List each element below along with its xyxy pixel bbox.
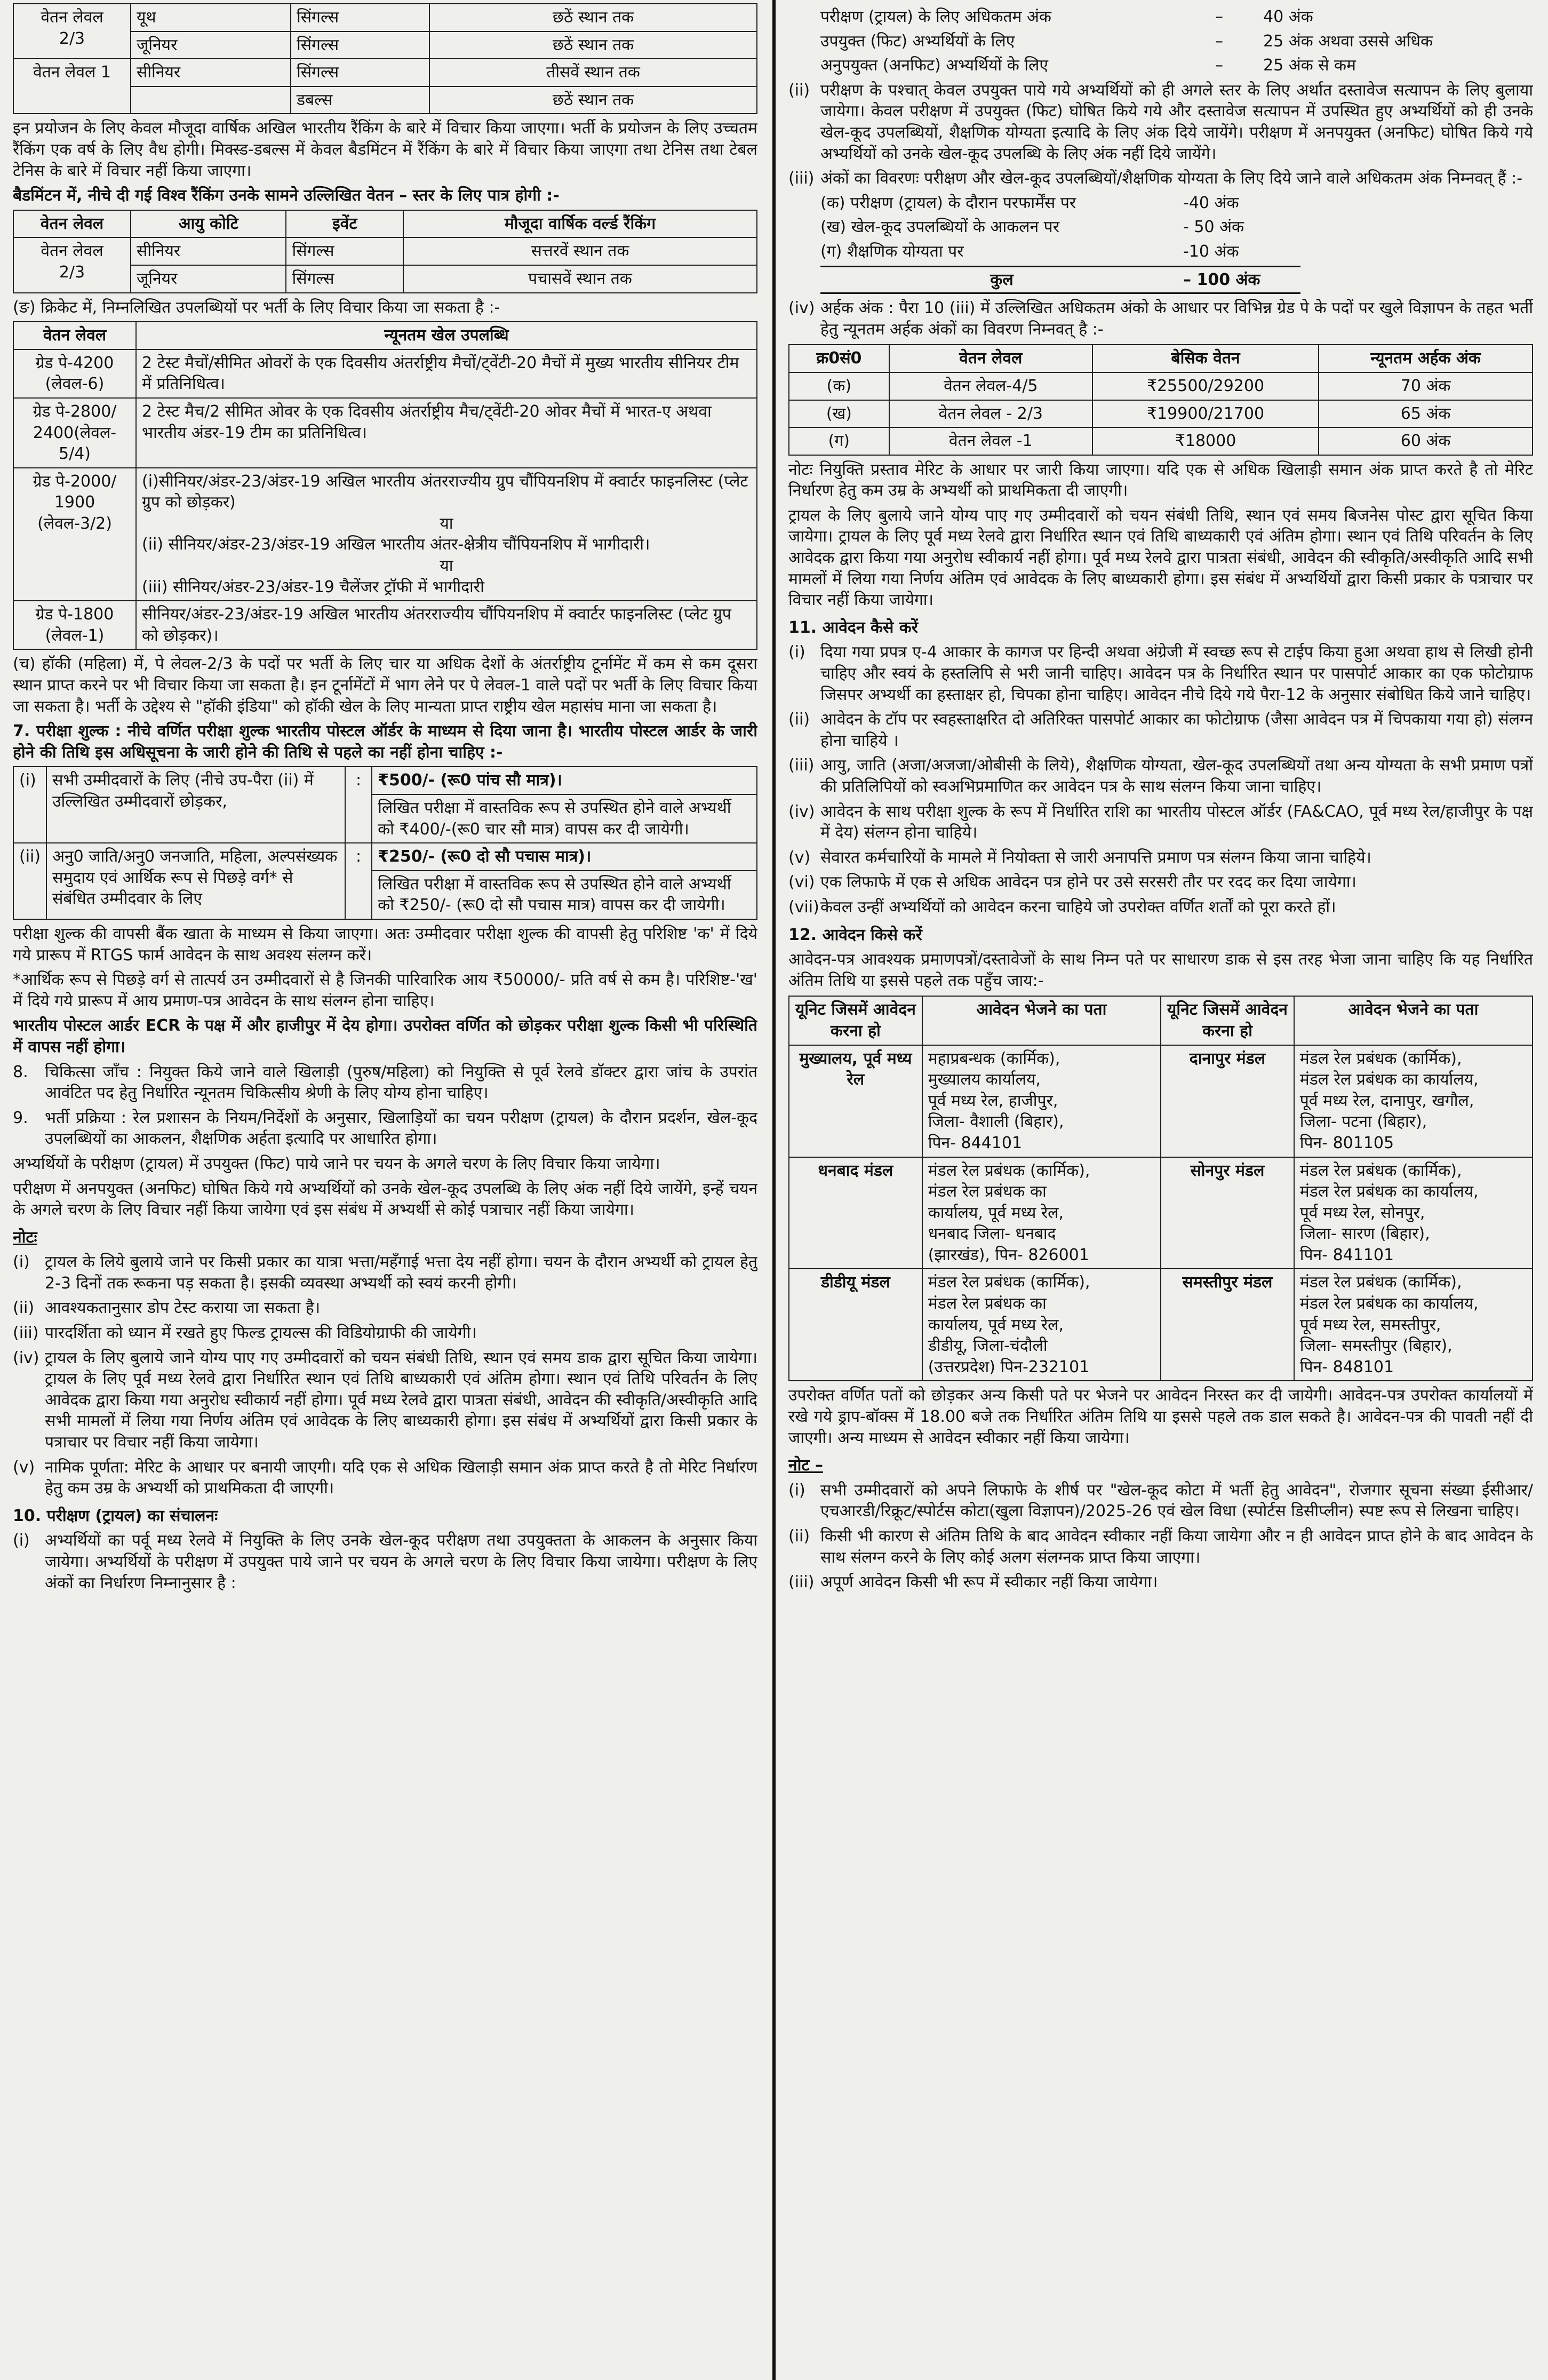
score-label: (क) परीक्षण (ट्रायल) के दौरान परफार्मेंस पर: [820, 193, 1076, 212]
pay-level-cell: वेतन लेवल 2/3: [13, 237, 131, 292]
achievement-line: या: [440, 514, 453, 533]
right-content: [788, 3, 1533, 1593]
achievement-line: 2 टेस्ट मैच/2 सीमित ओवर के एक दिवसीय अंतर्राष्ट्रीय मैच/ट्वेंटी-20 ओवर मैचों में भारत-ए अथवा भारतीय अंडर-19 टीम का प्रतिनिधित्व।: [142, 402, 712, 442]
table-cell: सीनियर: [131, 59, 291, 86]
unit-cell: डीडीयू मंडल: [789, 1269, 922, 1381]
note-item: [13, 1252, 757, 1294]
where-heading: 12. आवेदन किसे करें: [788, 925, 922, 944]
fee-refund-text: परीक्षा शुल्क की वापसी बैंक खाता के माध्यम से किया जाएगा। अतः उम्मीदवार परीक्षा शुल्क की वापसी हेतु परिशिष्ट 'क' में दिये गये प्रारूप में RTGS फार्म आवेदन के साथ अवश्य संलग्न करें।: [13, 924, 757, 965]
achievement-line: या: [440, 556, 453, 576]
final-note-item: [788, 1572, 1533, 1593]
trial-item-number: (iii): [788, 169, 815, 188]
score-row: [820, 241, 1533, 262]
table-header: आवेदन भेजने का पता: [1294, 996, 1533, 1045]
table-header: आयु कोटि: [131, 210, 286, 238]
score-value: - 50 अंक: [1183, 218, 1244, 237]
apply-item-number: (vii): [788, 897, 819, 917]
apply-item-text: आयु, जाति (अजा/अजजा/ओबीसी के लिये), शैक्षणिक योग्यता, खेल-कूद उपलब्धियों तथा अन्य योग्यता के सभी प्रमाण पत्रों की प्रतिलिपियों को स्वअभिप्रमाणित कर आवेदन पत्र के साथ संलग्न किया जाना चाहिए।: [820, 756, 1533, 796]
hockey-text: (च) हॉकी (महिला) में, पे लेवल-2/3 के पदों पर भर्ती के लिए चार या अधिक देशों के अंतर्राष्ट्रीय टूर्नामेंट में कम से कम दूसरा स्थान प्राप्त करने पर भी विचार किया जा सकता है। इन टूर्नामेंटों में भाग लेने पर पे लेवल-1 वाले पदों पर भर्ती के लिए विचार किया जा सकता है। भर्ती के उद्देश्य से "हॉकी इंडिया" को हॉकी खेल के लिए मान्यता प्राप्त राष्ट्रीय खेल महासंघ माना जा सकता है।: [13, 655, 757, 716]
score-label: (ख) खेल-कूद उपलब्धियों के आकलन पर: [820, 218, 1059, 237]
table-cell: डबल्स: [291, 86, 429, 114]
achievement-cell: [136, 398, 757, 468]
pay-level-cell: वेतन लेवल 2/3: [13, 4, 131, 59]
trial-item-text: अंकों का विवरणः परीक्षण और खेल-कूद उपलब्धियों/शैक्षणिक योग्यता के लिए दिये जाने वाले अधिकतम अंक निम्नवत् हैं :-: [820, 169, 1523, 188]
table-cell: 60 अंक: [1319, 427, 1533, 455]
apply-item: [788, 801, 1533, 843]
table-header: इवेंट: [286, 210, 403, 238]
table-cell: सिंगल्स: [286, 237, 403, 265]
apply-item: [788, 897, 1533, 918]
apply-item-number: (vi): [788, 873, 815, 892]
apply-item-text: आवेदन के साथ परीक्षा शुल्क के रूप में निर्धारित राशि का भारतीय पोस्टल ऑर्डर (FA&CAO, पूर्व मध्य रेल/हाजीपुर के पक्ष में देय) संलग्न होना चाहिये।: [820, 802, 1533, 842]
medical-exam: [13, 1062, 757, 1104]
table-row: [13, 398, 757, 468]
fee-heading: 7. परीक्षा शुल्क : नीचे वर्णित परीक्षा शुल्क भारतीय पोस्टल ऑर्डर के माध्यम से दिया जाना है। भारतीय पोस्टल आर्डर के जारी होने की तिथि इस अधिसूचना के जारी होने की तिथि से पहले का नहीं होना चाहिए :-: [13, 722, 757, 762]
note-item: [13, 1323, 757, 1344]
note-item-number: (ii): [13, 1299, 35, 1318]
fee-colon: :: [345, 767, 372, 843]
note-item-text: पारदर्शिता को ध्यान में रखते हुए फिल्ड ट्रायल्स की विडियोग्राफी की जायेगी।: [45, 1324, 477, 1343]
achievement-line: सीनियर/अंडर-23/अंडर-19 अखिल भारतीय अंतरराज्यीय चौंपियनशिप में क्वार्टर फाइनलिस्ट (प्लेट ग्रुप को छोड़कर)।: [142, 605, 731, 645]
table-row: [13, 767, 757, 794]
table-header: वेतन लेवल: [13, 210, 131, 238]
apply-item: [788, 847, 1533, 869]
trial-item-number: (iv): [788, 299, 815, 318]
apply-item: [788, 709, 1533, 751]
table-row: [789, 400, 1533, 428]
apply-item-number: (iv): [788, 802, 815, 821]
table-cell: सिंगल्स: [291, 59, 429, 86]
recruitment-process: [13, 1108, 757, 1150]
where-intro: आवेदन-पत्र आवश्यक प्रमाणपत्रों/दस्तावेजों के साथ निम्न पते पर साधारण डाक से इस तरह भेजा जाना चाहिए कि यह निर्धारित अंतिम तिथि या इससे पहले तक पहुँच जाय:-: [788, 950, 1533, 990]
score-row: [820, 193, 1533, 214]
left-column: [13, 3, 757, 2376]
recruit-para-2: परीक्षण में अनपयुक्त (अनफिट) घोषित किये गये अभ्यर्थियों को उनके खेल-कूद उपलब्धि के लिए अंक नहीं दिये जायेंगे, इन्हें चयन के अगले चरण के लिए विचार नहीं किया जायेगा एवं इस संबंध में अभ्यर्थी से कोई पत्राचार नहीं किया जायेगा।: [13, 1179, 757, 1220]
medical-exam-number: 8.: [13, 1062, 28, 1081]
table-row: [789, 1269, 1533, 1381]
note-heading: नोटः: [13, 1228, 37, 1247]
table-cell: सिंगल्स: [286, 265, 403, 293]
table-header: क्र0सं0: [789, 345, 889, 372]
final-note-heading: नोट –: [788, 1456, 823, 1475]
fee-number: (i): [13, 767, 46, 843]
table-cell: (ख): [789, 400, 889, 428]
table-row: [13, 601, 757, 649]
score-breakdown: [788, 193, 1533, 294]
table-header: यूनिट जिसमें आवेदन करना हो: [1161, 996, 1294, 1045]
right-column: [788, 3, 1533, 2376]
table-cell: ₹19900/21700: [1092, 400, 1319, 428]
pay-level-cell: वेतन लेवल 1: [13, 59, 131, 114]
fee-refund: लिखित परीक्षा में वास्तविक रूप से उपस्थित होने वाले अभ्यर्थी को ₹250/- (रू0 दो सौ पचास मात्र) वापस कर दी जायेगी।: [372, 871, 757, 919]
score-total-value: – 100 अंक: [1183, 270, 1260, 289]
pay-level-cell: ग्रेड पे-4200 (लेवल-6): [13, 349, 136, 398]
trial-mark-value: 25 अंक से कम: [1263, 56, 1357, 75]
fee-who: सभी उम्मीदवारों के लिए (नीचे उप-पैरा (ii) में उल्लिखित उम्मीदवारों छोड़कर,: [46, 767, 345, 843]
note-item: [13, 1348, 757, 1453]
table-row: [13, 59, 757, 86]
recruit-para-1: अभ्यर्थियों के परीक्षण (ट्रायल) में उपयुक्त (फिट) पाये जाने पर चयन के अगले चरण के लिए विचार किया जायेगा।: [13, 1154, 660, 1173]
apply-item: [788, 872, 1533, 893]
note-item-text: ट्रायल के लिए बुलाये जाने योग्य पाए गए उम्मीदवारों को चयन संबंधी तिथि, स्थान एवं समय डाक द्वारा सूचित किया जायेगा। ट्रायल के लिए पूर्व मध्य रेलवे द्वारा निर्धारित स्थान एवं तिथि बाध्यकारी एवं अंतिम होगा। स्थान एवं तिथि परिवर्तन के लिए आवेदक द्वारा किया गया अनुरोध स्वीकार्य नहीं होगा। पूर्व मध्य रेलवे द्वारा पात्रता संबंधी, आवेदन की स्वीकृति/अस्वीकृति आदि सभी मामलों में लिया गया निर्णय अंतिम एवं आवेदक के लिए बाध्यकारी होगा। इस संबंध में अभ्यर्थियों द्वारा किसी प्रकार के पत्राचार पर विचार नहीं किया जायेगा।: [45, 1348, 757, 1452]
note-item: [13, 1457, 757, 1499]
apply-item-text: दिया गया प्रपत्र ए-4 आकार के कागज पर हिन्दी अथवा अंग्रेजी में स्वच्छ रूप से टाईप किया हुआ अथवा हाथ से लिखी होनी चाहिए और स्वयं के हस्तलिपि से भरी जानी चाहिए। आवेदन पत्र के निर्धारित स्थान पर पासपोर्ट आकार का एक फोटोग्राफ जिसपर अभ्यर्थी का हस्ताक्षर हो, चिपका होना चाहिए। आवेदन नीचे दिये गये पैरा-12 के अनुसार संबोधित किये जाने चाहिए।: [820, 643, 1533, 704]
note-item-number: (iv): [13, 1348, 39, 1367]
apply-item: [788, 642, 1533, 705]
table-header: यूनिट जिसमें आवेदन करना हो: [789, 996, 922, 1045]
table-header-row: [789, 996, 1533, 1045]
pay-level-cell: ग्रेड पे-2800/ 2400(लेवल- 5/4): [13, 398, 136, 468]
trial-mark-dash: –: [1215, 31, 1223, 51]
merit-note: नोटः नियुक्ति प्रस्ताव मेरिट के आधार पर जारी किया जाएगा। यदि एक से अधिक खिलाड़ी समान अंक प्राप्त करते है तो मेरिट निर्धारण हेतु कम उम्र के अभ्यर्थी को प्राथमिकता दी जाएगी।: [788, 460, 1533, 500]
table-row: [13, 237, 757, 265]
ranking-note: इन प्रयोजन के लिए केवल मौजूदा वार्षिक अखिल भारतीय रैंकिंग के बारे में विचार किया जाएगा। भर्ती के प्रयोजन के लिए उच्चतम रैंकिंग एक वर्ष के लिए वैध होगी। मिक्स्ड-डबल्स में केवल बैडमिंटन में रैंकिंग के बारे में विचार किया जाएगा तथा टेनिस तथा टेबल टेनिस के बारे में विचार नहीं किया जाएगा।: [13, 119, 757, 180]
world-ranking-table: [13, 210, 757, 293]
note-item-number: (i): [13, 1253, 30, 1272]
achievement-cell: [136, 601, 757, 649]
address-cell: मंडल रेल प्रबंधक (कार्मिक), मंडल रेल प्रबंधक का कार्यालय, पूर्व मध्य रेल, डीडीयू, जिला-चंदौली (उत्तरप्रदेश) पिन-232101: [922, 1269, 1161, 1381]
table-header-row: [13, 210, 757, 238]
table-cell: सत्तरवें स्थान तक: [403, 237, 757, 265]
score-label: (ग) शैक्षणिक योग्यता पर: [820, 242, 964, 261]
pay-level-cell: ग्रेड पे-1800 (लेवल-1): [13, 601, 136, 649]
table-cell: जूनियर: [131, 31, 291, 59]
trial-item: [788, 80, 1533, 164]
table-header-row: [13, 322, 757, 349]
table-cell: सिंगल्स: [291, 31, 429, 59]
table-cell: वेतन लेवल-4/5: [889, 372, 1092, 400]
table-cell: [131, 86, 291, 114]
fee-amount: ₹500/- (रू0 पांच सौ मात्र)।: [372, 767, 757, 794]
trial-item-text: अर्हक अंक : पैरा 10 (iii) में उल्लिखित अधिकतम अंको के आधार पर विभिन्न ग्रेड पे के पदों पर खुले विज्ञापन के तहत भर्ती हेतु न्यूनतम अर्हक अंकों का विवरण निम्नवत् है :-: [820, 299, 1533, 339]
note-item-text: आवश्यकतानुसार डोप टेस्ट कराया जा सकता है।: [45, 1299, 321, 1318]
apply-item-number: (i): [788, 643, 805, 662]
fee-table: [13, 766, 757, 920]
fee-colon: :: [345, 843, 372, 919]
final-note-item-text: सभी उम्मीदवारों को अपने लिफाफे के शीर्ष पर "खेल-कूद कोटा में भर्ती हेतु आवेदन", रोजगार सूचना संख्या ईसीआर/एचआरडी/रिक्रूट/स्पोर्टस कोटा(खुला विज्ञापन)/2025-26 एवं खेल विधा (स्पोर्टस डिसीप्लीन) स्पष्ट रूप से लिखना चाहिए।: [820, 1480, 1533, 1521]
unit-cell: धनबाद मंडल: [789, 1157, 922, 1269]
trial-call-note: ट्रायल के लिए बुलाये जाने योग्य पाए गए उम्मीदवारों को चयन संबंधी तिथि, स्थान एवं समय बिजनेस पोस्ट द्वारा सूचित किया जायेगा। ट्रायल के लिए पूर्व मध्य रेलवे द्वारा निर्धारित स्थान एवं तिथि बाध्यकारी एवं अंतिम होगा। स्थान एवं तिथि परिवर्तन के लिए आवेदक द्वारा किया गया अनुरोध स्वीकार्य नहीं होगा। पूर्व मध्य रेलवे द्वारा पात्रता संबंधी, आवेदन की स्वीकृति/अस्वीकृति आदि सभी मामलों में लिया गया निर्णय अंतिम एवं आवेदक के लिए बाध्यकारी होगा। इस संबंध में अभ्यर्थियों द्वारा किसी प्रकार के पत्राचार पर विचार नहीं किया जायेगा।: [788, 506, 1533, 610]
apply-item-number: (v): [788, 848, 811, 867]
apply-item: [788, 755, 1533, 797]
table-row: [13, 4, 757, 31]
fee-who: अनु0 जाति/अनु0 जनजाति, महिला, अल्पसंख्यक समुदाय एवं आर्थिक रूप से पिछड़े वर्ग* से संबंधित उम्मीदवार के लिए: [46, 843, 345, 919]
unit-cell: मुख्यालय, पूर्व मध्य रेल: [789, 1045, 922, 1157]
trial-heading: 10. परीक्षण (ट्रायल) का संचालनः: [13, 1506, 218, 1525]
trial-mark-row: [788, 55, 1533, 76]
trial-mark-label: उपयुक्त (फिट) अभ्यर्थियों के लिए: [820, 31, 1015, 51]
table-cell: छठें स्थान तक: [429, 31, 757, 59]
score-value: -10 अंक: [1183, 242, 1239, 261]
table-header: वेतन लेवल: [13, 322, 136, 349]
final-note-item-number: (i): [788, 1480, 805, 1500]
trial-item: [788, 168, 1533, 189]
table-header: आवेदन भेजने का पता: [922, 996, 1161, 1045]
recruitment-process-number: 9.: [13, 1108, 28, 1127]
address-cell: मंडल रेल प्रबंधक (कार्मिक), मंडल रेल प्रबंधक का कार्यालय, पूर्व मध्य रेल, सोनपुर, जिला- सारण (बिहार), पिन- 841101: [1294, 1157, 1533, 1269]
address-cell: महाप्रबन्धक (कार्मिक), मुख्यालय कार्यालय, पूर्व मध्य रेल, हाजीपुर, जिला- वैशाली (बिहार), पिन- 844101: [922, 1045, 1161, 1157]
note-item-number: (iii): [13, 1324, 39, 1343]
table-cell: ₹18000: [1092, 427, 1319, 455]
table-header: मौजूदा वार्षिक वर्ल्ड रैंकिंग: [403, 210, 757, 238]
table-cell: यूथ: [131, 4, 291, 31]
table-cell: (ग): [789, 427, 889, 455]
note-item: [13, 1298, 757, 1319]
table-cell: पचासवें स्थान तक: [403, 265, 757, 293]
achievement-cell: [136, 349, 757, 398]
address-cell: मंडल रेल प्रबंधक (कार्मिक), मंडल रेल प्रबंधक का कार्यालय, पूर्व मध्य रेल, धनबाद जिला- धनबाद (झारखंड), पिन- 826001: [922, 1157, 1161, 1269]
ews-note: *आर्थिक रूप से पिछड़े वर्ग से तात्पर्य उन उम्मीदवारों से है जिनकी पारिवारिक आय ₹50000/- प्रति वर्ष से कम है। परिशिष्ट-'ख' में दिये गये प्रारूप में आय प्रमाण-पत्र आवेदन के साथ संलग्न होना चाहिए।: [13, 970, 757, 1010]
address-cell: मंडल रेल प्रबंधक (कार्मिक), मंडल रेल प्रबंधक का कार्यालय, पूर्व मध्य रेल, समस्तीपुर, जिला- समस्तीपुर (बिहार), पिन- 848101: [1294, 1269, 1533, 1381]
fee-amount: ₹250/- (रू0 दो सौ पचास मात्र)।: [372, 843, 757, 871]
trial-item: [13, 1530, 757, 1594]
trial-mark-row: [788, 31, 1533, 52]
table-cell: छठें स्थान तक: [429, 86, 757, 114]
table-cell: जूनियर: [131, 265, 286, 293]
final-note-item-text: किसी भी कारण से अंतिम तिथि के बाद आवेदन स्वीकार नहीं किया जायेगा और न ही आवेदन प्राप्त होने के बाद आवेदन के साथ संलग्न करने के लिए कोई अलग संलग्नक प्राप्त किया जाएगा।: [820, 1527, 1533, 1567]
final-note-item-number: (iii): [788, 1573, 815, 1592]
achievement-line: 2 टेस्ट मैचों/सीमित ओवरों के एक दिवसीय अंतर्राष्ट्रीय मैचों/ट्वेंटी-20 मैचों में मुख्य भारतीय सीनियर टीम में प्रतिनिधित्व।: [142, 353, 739, 394]
table-row: [13, 349, 757, 398]
apply-item-number: (iii): [788, 756, 815, 775]
table-row: [789, 427, 1533, 455]
table-cell: छठें स्थान तक: [429, 4, 757, 31]
table-header: न्यूनतम अर्हक अंक: [1319, 345, 1533, 372]
table-cell: सीनियर: [131, 237, 286, 265]
trial-item-text: अभ्यर्थियों का पर्वू मध्य रेलवे में नियुक्ति के लिए उनके खेल-कूद परीक्षण तथा उपयुक्तता के आकलन के अनुसार किया जायेगा। अभ्यर्थियों के परीक्षण में उपयुक्त पाये जाने पर चयन के अगले चरण के लिए विचार किया जायेगा। परीक्षण के लिए अंकों का निर्धारण निम्नानुसार है :: [45, 1531, 757, 1593]
ipo-note: भारतीय पोस्टल आर्डर ECR के पक्ष में और हाजीपुर में देय होगा। उपरोक्त वर्णित को छोड़कर परीक्षा शुल्क किसी भी परिस्थिति में वापस नहीं होगा।: [13, 1016, 757, 1056]
final-note-item: [788, 1480, 1533, 1522]
table-cell: वेतन लेवल -1: [889, 427, 1092, 455]
table-row: [789, 1045, 1533, 1157]
achievement-cell: [136, 468, 757, 601]
table-header: वेतन लेवल: [889, 345, 1092, 372]
trial-item-number: (ii): [788, 81, 810, 100]
left-content: [13, 3, 757, 1594]
fee-refund: लिखित परीक्षा में वास्तविक रूप से उपस्थित होने वाले अभ्यर्थी को ₹400/-(रू0 चार सौ मात्र) वापस कर दी जायेगी।: [372, 794, 757, 843]
unit-cell: सोनपुर मंडल: [1161, 1157, 1294, 1269]
final-note-item-number: (ii): [788, 1527, 810, 1546]
score-total-row: [820, 266, 1300, 294]
table-cell: वेतन लेवल - 2/3: [889, 400, 1092, 428]
address-note: उपरोक्त वर्णित पतों को छोड़कर अन्य किसी पते पर भेजने पर आवेदन निरस्त कर दी जायेगी। आवेदन-पत्र उपरोक्त कार्यालयों में रखे गये ड्राप-बॉक्स में 18.00 बजे तक निर्धारित अंतिम तिथि या इससे पहले तक डाल सकते है। आवेदन-पत्र की पावती नहीं दी जाएगी। अन्य माध्यम से आवेदन स्वीकार नहीं किया जायेगा।: [788, 1386, 1533, 1447]
table-row: [789, 372, 1533, 400]
table-row: [13, 468, 757, 601]
table-cell: (क): [789, 372, 889, 400]
trial-mark-label: अनुपयुक्त (अनफिट) अभ्यर्थियों के लिए: [820, 56, 1048, 75]
final-note-item: [788, 1526, 1533, 1568]
fee-number: (ii): [13, 843, 46, 919]
apply-item-text: केवल उन्हीं अभ्यर्थियों को आवेदन करना चाहिये जो उपरोक्त वर्णित शर्तों को पूरा करते हों।: [820, 897, 1336, 917]
trial-mark-value: 40 अंक: [1263, 7, 1313, 26]
address-cell: मंडल रेल प्रबंधक (कार्मिक), मंडल रेल प्रबंधक का कार्यालय, पूर्व मध्य रेल, दानापुर, खगौल, जिला- पटना (बिहार), पिन- 801105: [1294, 1045, 1533, 1157]
recruitment-process-text: भर्ती प्रक्रिया : रेल प्रशासन के नियम/निर्देशों के अनुसार, खिलाड़ियों का चयन परीक्षण (ट्रायल) के दौरान प्रदर्शन, खेल-कूद उपलब्धियों का आकलन, शैक्षणिक अर्हता इत्यादि पर आधारित होगा।: [45, 1108, 757, 1149]
cricket-table: [13, 321, 757, 650]
table-cell: 65 अंक: [1319, 400, 1533, 428]
apply-item-text: सेवारत कर्मचारियों के मामले में नियोक्ता से जारी अनापत्ति प्रमाण पत्र संलग्न किया जाना चाहिये।: [820, 848, 1371, 867]
address-table: [788, 996, 1533, 1381]
apply-heading: 11. आवेदन कैसे करें: [788, 618, 919, 637]
note-item-number: (v): [13, 1458, 35, 1477]
achievement-line: (i)सीनियर/अंडर-23/अंडर-19 अखिल भारतीय अंतरराज्यीय ग्रुप चौंपियनशिप में क्वार्टर फाइनलिस्ट (प्लेट ग्रुप को छोड़कर): [142, 472, 748, 512]
cricket-heading: (ङ) क्रिकेट में, निम्नलिखित उपलब्धियों पर भर्ती के लिए विचार किया जा सकता है :-: [13, 298, 500, 317]
badminton-pay-table: [13, 3, 757, 114]
apply-item-text: एक लिफाफे में एक से अधिक आवेदन पत्र होने पर उसे सरसरी तौर पर रदद कर दिया जायेगा।: [820, 873, 1357, 892]
table-cell: तीसवें स्थान तक: [429, 59, 757, 86]
trial-mark-value: 25 अंक अथवा उससे अधिक: [1263, 31, 1433, 51]
trial-item-number: (i): [13, 1531, 30, 1550]
table-row: [789, 1157, 1533, 1269]
achievement-line: (ii) सीनियर/अंडर-23/अंडर-19 अखिल भारतीय अंतर-क्षेत्रीय चौंपियनशिप में भागीदारी।: [142, 535, 650, 554]
table-header-row: [789, 345, 1533, 372]
trial-mark-dash: –: [1215, 56, 1223, 75]
trial-mark-label: परीक्षण (ट्रायल) के लिए अधिकतम अंक: [820, 7, 1051, 26]
trial-item-text: परीक्षण के पश्चात् केवल उपयुक्त पाये गये अभ्यर्थियों को ही अगले स्तर के लिए अर्थात दस्तावेज सत्यापन के लिए बुलाया जायेगा। केवल परीक्षण में उपयुक्त (फिट) घोषित किये गये और दस्तावेज सत्यापन में उपस्थित हुए अभ्यर्थियों को ही उनके खेल-कूद उपलब्धियों, शैक्षणिक योग्यता इत्यादि के लिए अंक दिये जायेंगे। परीक्षण में अनपयुक्त (अनफिट) घोषित किये गये अभ्यर्थियों को उनके खेल-कूद उपलब्धि के लिए अंक नहीं दिये जायेंगे।: [820, 81, 1533, 163]
final-note-item-text: अपूर्ण आवेदन किसी भी रूप में स्वीकार नहीं किया जायेगा।: [820, 1573, 1158, 1592]
trial-mark-row: [788, 6, 1533, 28]
trial-item: [788, 298, 1533, 340]
note-item-text: ट्रायल के लिये बुलाये जाने पर किसी प्रकार का यात्रा भत्ता/महँगाई भत्ता देय नहीं होगा। चयन के दौरान अभ्यर्थी को ट्रायल हेतु 2-3 दिनों तक रूकना पड़ सकता है। इसकी व्यवस्था अभ्यर्थी को स्वयं करनी होगी।: [45, 1253, 757, 1293]
pay-level-cell: ग्रेड पे-2000/ 1900 (लेवल-3/2): [13, 468, 136, 601]
unit-cell: समस्तीपुर मंडल: [1161, 1269, 1294, 1381]
score-row: [820, 217, 1533, 238]
score-total-label: कुल: [990, 270, 1014, 289]
achievement-line: (iii) सीनियर/अंडर-23/अंडर-19 चैलेंजर ट्रॉफी में भागीदारी: [142, 577, 484, 596]
table-cell: ₹25500/29200: [1092, 372, 1319, 400]
table-cell: 70 अंक: [1319, 372, 1533, 400]
trial-mark-dash: –: [1215, 7, 1223, 26]
note-item-text: नामिक पूर्णता: मेरिट के आधार पर बनायी जाएगी। यदि एक से अधिक खिलाड़ी समान अंक प्राप्त करते है तो मेरिट निर्धारण हेतु कम उम्र के अभ्यर्थी को प्राथमिकता दी जाएगी।: [45, 1458, 757, 1498]
apply-item-text: आवेदन के टॉप पर स्वहस्ताक्षरित दो अतिरिक्त पासपोर्ट आकार का फोटोग्राफ (जैसा आवेदन पत्र में चिपकाया गया हो) संलग्न होना चाहिये ।: [820, 710, 1533, 750]
table-cell: सिंगल्स: [291, 4, 429, 31]
qualifying-marks-table: [788, 344, 1533, 455]
apply-item-number: (ii): [788, 710, 810, 729]
unit-cell: दानापुर मंडल: [1161, 1045, 1294, 1157]
table-header: बेसिक वेतन: [1092, 345, 1319, 372]
column-divider: [772, 0, 776, 2380]
medical-exam-text: चिकित्सा जाँच : नियुक्त किये जाने वाले खिलाड़ी (पुरुष/महिला) को नियुक्ति से पूर्व रेलवे डॉक्टर द्वारा जांच के उपरांत आवंटित पद हेतु निर्धारित न्यूनतम चिकित्सीय श्रेणी के लिए योग्य होना चाहिए।: [45, 1062, 757, 1103]
table-row: [13, 843, 757, 871]
score-value: -40 अंक: [1183, 193, 1239, 212]
table-header: न्यूनतम खेल उपलब्धि: [136, 322, 757, 349]
world-ranking-heading: बैडमिंटन में, नीचे दी गई विश्व रैंकिंग उनके सामने उल्लिखित वेतन – स्तर के लिए पात्र होगी :-: [13, 186, 560, 205]
